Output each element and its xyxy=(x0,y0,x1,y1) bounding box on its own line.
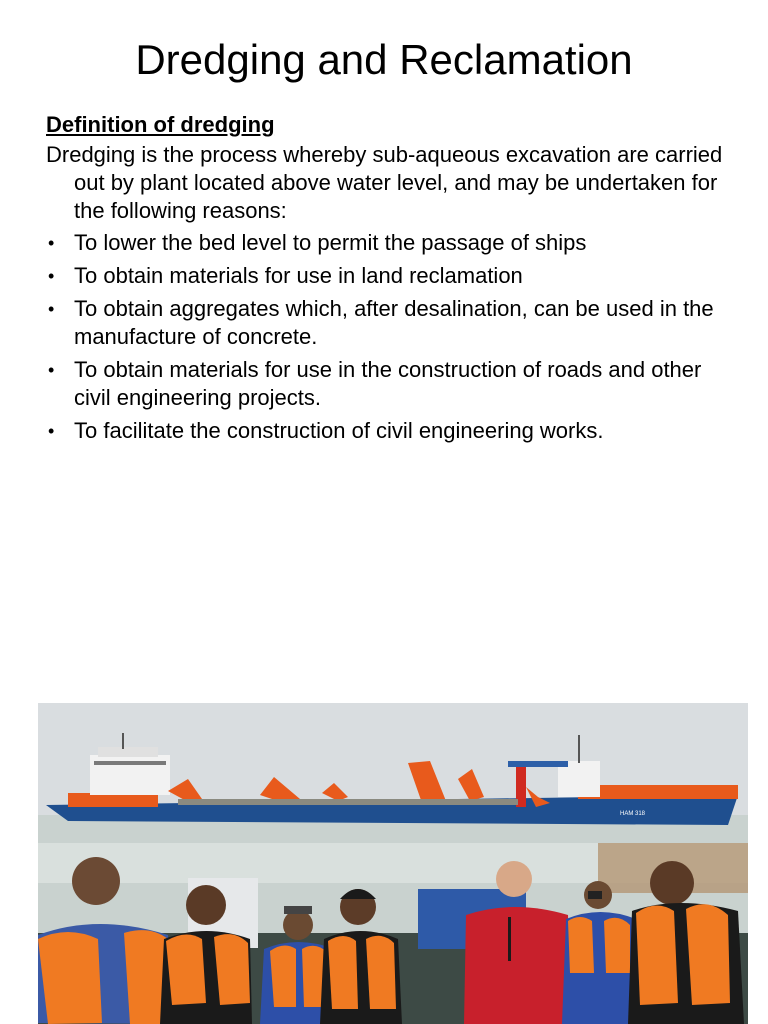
slide-title: Dredging and Reclamation xyxy=(135,36,633,83)
reason-item xyxy=(46,417,726,445)
life-vest xyxy=(366,936,396,1009)
lanyard xyxy=(508,917,511,961)
life-vest xyxy=(686,904,730,1005)
bullet-icon: • xyxy=(48,360,55,380)
person-red-shirt xyxy=(464,907,572,1024)
reason-item xyxy=(46,229,726,257)
ship-stern-deck xyxy=(578,785,738,799)
bullet-icon: • xyxy=(48,299,55,319)
ship-mast xyxy=(122,733,124,749)
ship-name-label: HAM 318 xyxy=(620,811,646,817)
dredger-photo-illustration xyxy=(38,703,748,1024)
bullet-icon: • xyxy=(48,233,55,253)
person-head xyxy=(72,857,120,905)
life-vest xyxy=(568,917,594,973)
bullet-icon: • xyxy=(48,421,55,441)
person-head xyxy=(650,861,694,905)
ship-stern-gantry xyxy=(508,761,568,767)
reason-item xyxy=(46,356,726,412)
person-head xyxy=(283,910,313,940)
bridge-windows xyxy=(94,761,166,765)
reason-text: To obtain materials for use in the construction of roads and other civil engineering projects. xyxy=(74,357,702,410)
deck-equipment xyxy=(178,799,518,805)
ship-stern-mast xyxy=(578,735,580,763)
life-vest xyxy=(270,945,296,1007)
reason-item xyxy=(46,295,726,351)
reasons-list xyxy=(46,229,726,445)
person-head xyxy=(496,861,532,897)
life-vest xyxy=(214,934,250,1005)
life-vest xyxy=(38,932,102,1024)
ship-bridge-top xyxy=(98,747,158,757)
intro-paragraph: Dredging is the process whereby sub-aqueous excavation are carried out by plant located above water level, and may be undertaken for the following reasons: xyxy=(46,142,723,223)
life-vest xyxy=(636,905,678,1005)
section-heading: Definition of dredging xyxy=(46,112,275,137)
life-vest xyxy=(604,918,630,973)
bullet-icon: • xyxy=(48,266,55,286)
reason-text: To obtain aggregates which, after desalination, can be used in the manufacture of concrete. xyxy=(74,296,714,349)
ship-bow-deck xyxy=(68,793,158,807)
dredger-photo xyxy=(38,703,748,1024)
slide-content xyxy=(46,111,726,450)
camera-icon xyxy=(588,891,602,899)
reason-text: To lower the bed level to permit the passage of ships xyxy=(74,230,587,255)
life-vest xyxy=(166,934,206,1005)
reason-item xyxy=(46,262,726,290)
reason-text: To obtain materials for use in land reclamation xyxy=(74,263,523,288)
person-cap xyxy=(284,906,312,914)
life-vest xyxy=(328,936,358,1009)
reason-text: To facilitate the construction of civil engineering works. xyxy=(74,418,604,443)
person-head xyxy=(186,885,226,925)
